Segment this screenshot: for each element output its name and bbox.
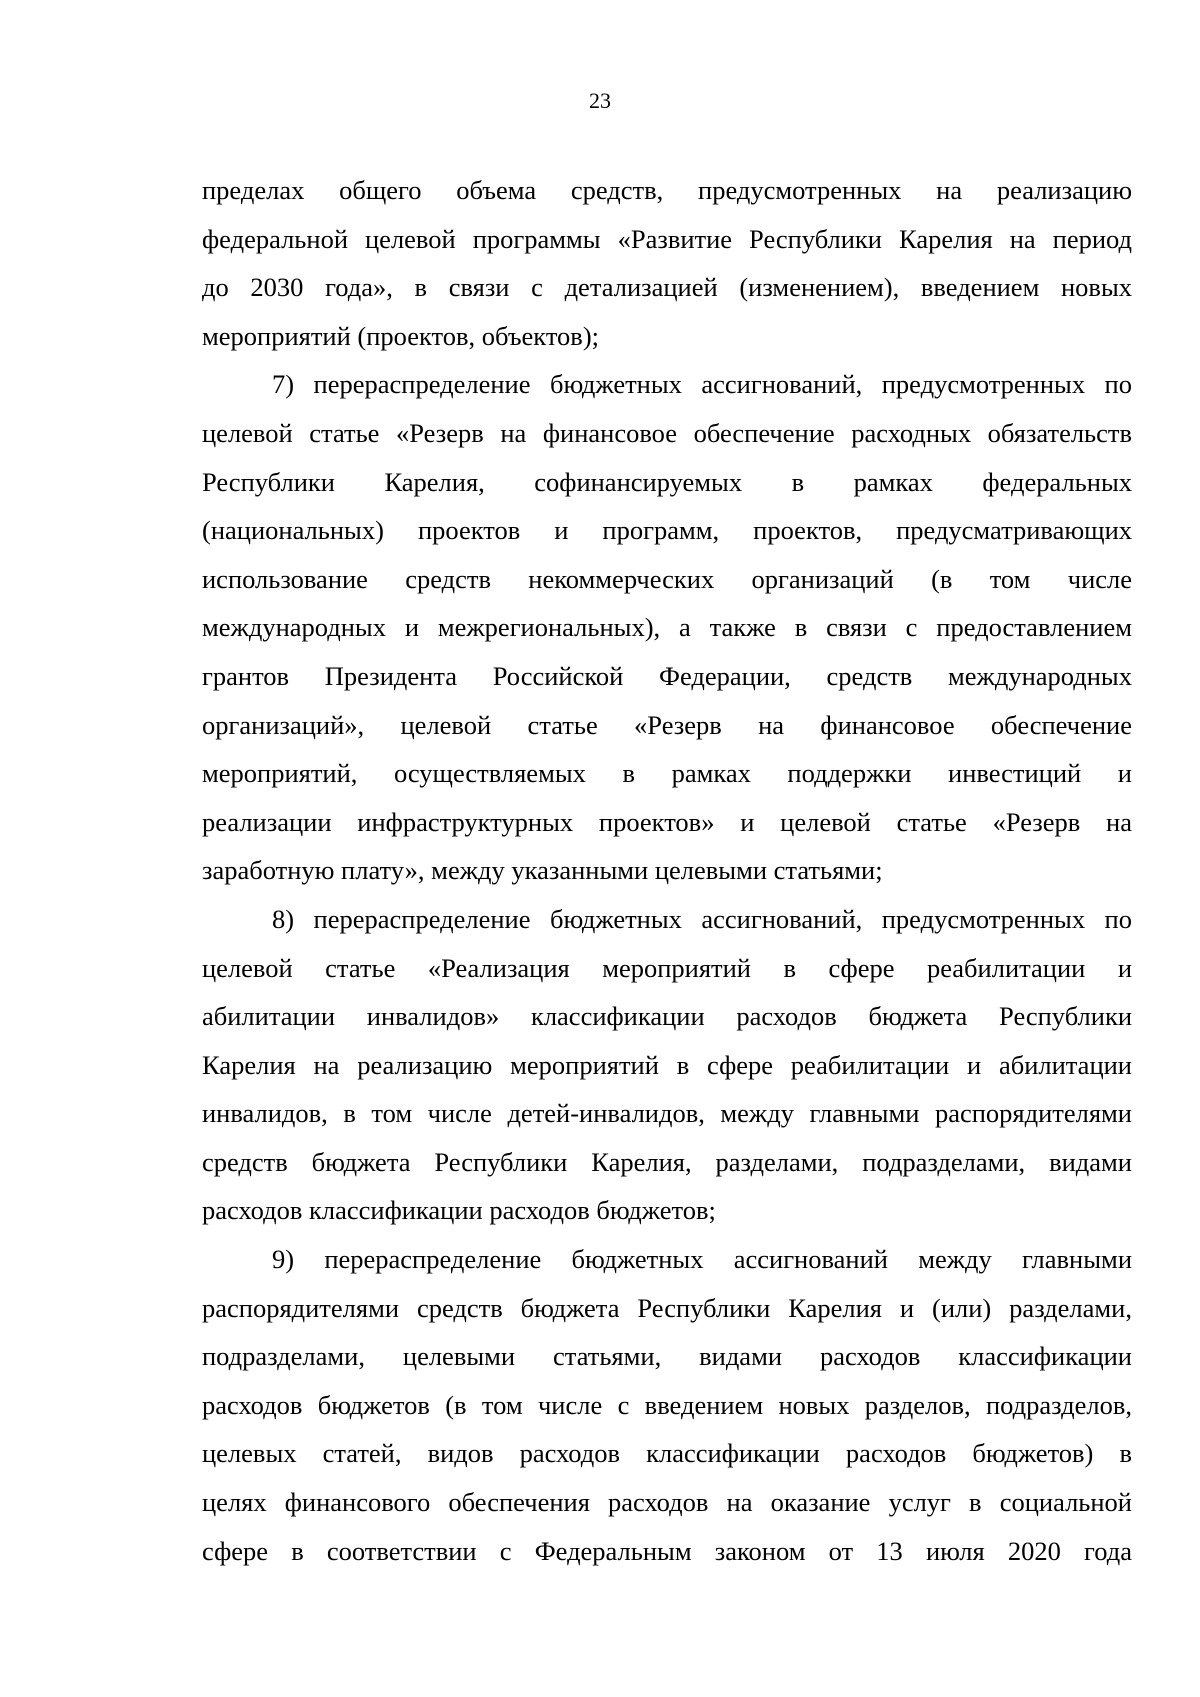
text-line: Карелия на реализацию мероприятий в сфере реабилитации и абилитации <box>202 1049 1132 1080</box>
text-line: средств бюджета Республики Карелия, разделами, подразделами, видами <box>202 1146 1132 1177</box>
text-line: международных и межрегиональных), а также в связи с предоставлением <box>202 612 1132 643</box>
text-line: целях финансового обеспечения расходов на оказание услуг в социальной <box>202 1487 1132 1518</box>
text-line: организаций», целевой статье «Резерв на финансовое обеспечение <box>202 709 1132 740</box>
text-line: до 2030 года», в связи с детализацией (изменением), введением новых <box>202 272 1132 303</box>
text-line: федеральной целевой программы «Развитие Республики Карелия на период <box>202 223 1132 254</box>
text-line: расходов классификации расходов бюджетов; <box>202 1195 716 1226</box>
text-line: (национальных) проектов и программ, проектов, предусматривающих <box>202 515 1132 546</box>
page-number: 23 <box>589 88 611 113</box>
text-line: абилитации инвалидов» классификации расходов бюджета Республики <box>202 1001 1132 1032</box>
text-line: мероприятий, осуществляемых в рамках поддержки инвестиций и <box>202 758 1132 789</box>
text-line: целевой статье «Реализация мероприятий в сфере реабилитации и <box>202 952 1132 983</box>
text-line: заработную плату», между указанными целевыми статьями; <box>202 855 883 886</box>
text-line: 7) перераспределение бюджетных ассигнований, предусмотренных по <box>272 369 1132 400</box>
text-line: Республики Карелия, софинансируемых в рамках федеральных <box>202 466 1132 497</box>
text-line: пределах общего объема средств, предусмотренных на реализацию <box>202 175 1132 205</box>
text-line: 9) перераспределение бюджетных ассигнований между главными <box>272 1244 1132 1275</box>
text-line: целевых статей, видов расходов классификации расходов бюджетов) в <box>202 1438 1132 1469</box>
text-line: подразделами, целевыми статьями, видами расходов классификации <box>202 1341 1132 1372</box>
text-line: мероприятий (проектов, объектов); <box>202 320 600 351</box>
text-line: инвалидов, в том числе детей-инвалидов, между главными распорядителями <box>202 1098 1132 1129</box>
text-line: реализации инфраструктурных проектов» и целевой статье «Резерв на <box>202 806 1132 837</box>
text-line: грантов Президента Российской Федерации, средств международных <box>202 660 1132 691</box>
text-line: целевой статье «Резерв на финансовое обеспечение расходных обязательств <box>202 417 1132 448</box>
text-line: сфере в соответствии с Федеральным законом от 13 июля 2020 года <box>202 1535 1132 1566</box>
text-line: расходов бюджетов (в том числе с введением новых разделов, подразделов, <box>202 1389 1132 1420</box>
text-line: использование средств некоммерческих организаций (в том числе <box>202 563 1132 594</box>
text-line: 8) перераспределение бюджетных ассигнований, предусмотренных по <box>272 903 1132 934</box>
text-line: распорядителями средств бюджета Республики Карелия и (или) разделами, <box>202 1292 1132 1323</box>
document-body <box>202 166 1132 1575</box>
